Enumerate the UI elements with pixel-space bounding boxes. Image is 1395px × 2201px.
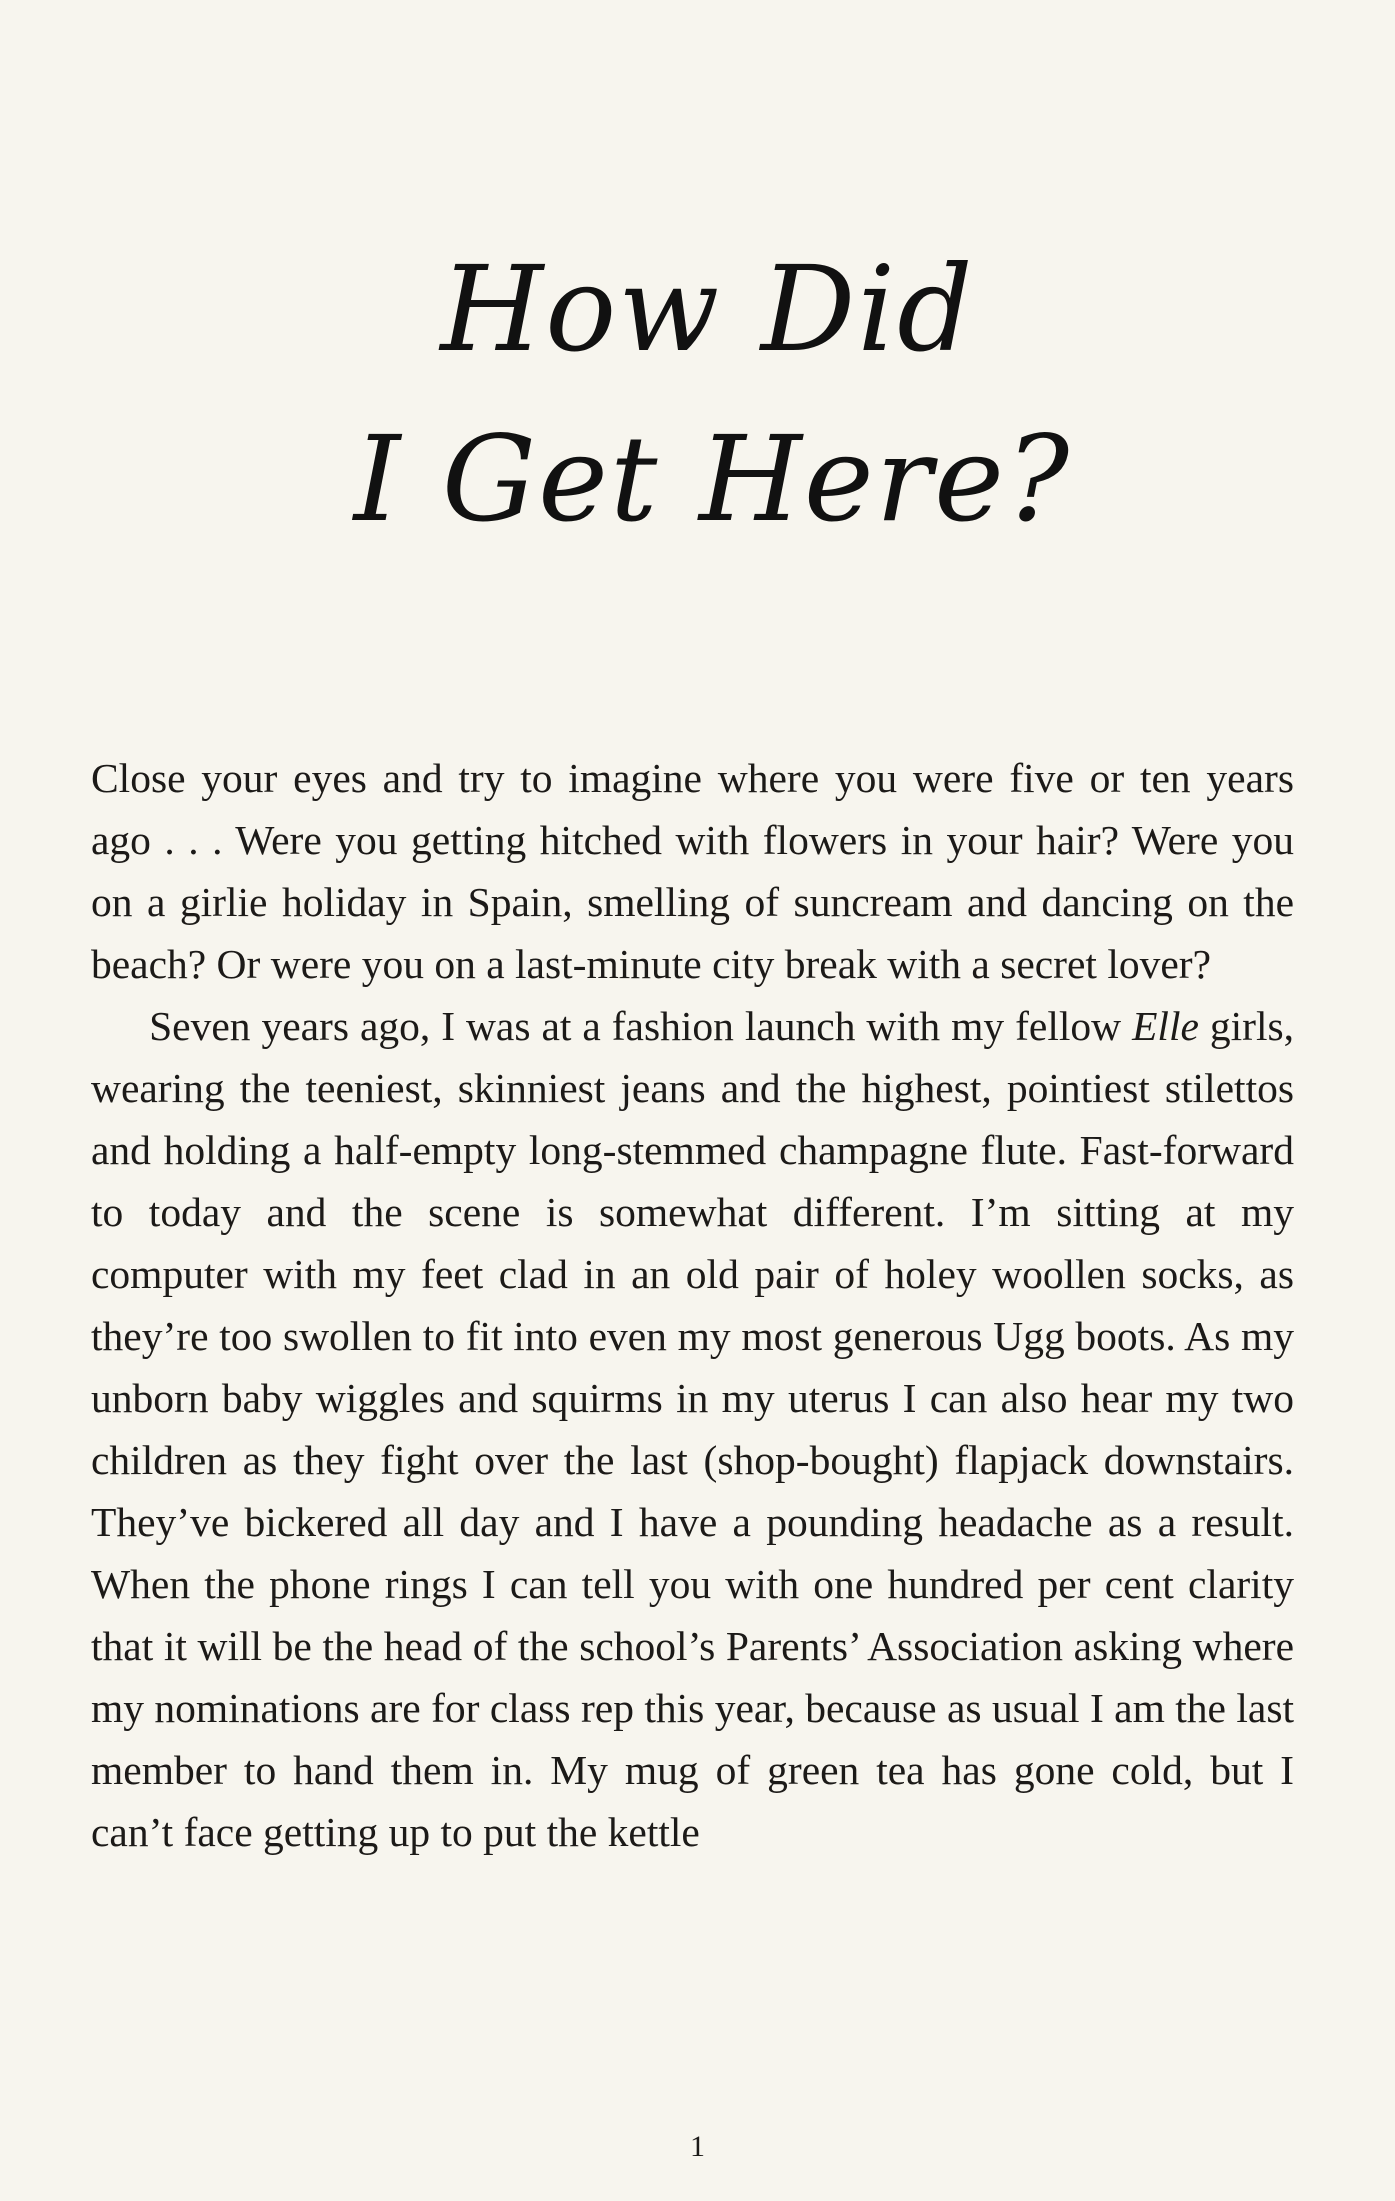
page-number: 1 [690, 2130, 705, 2163]
chapter-body [91, 747, 1294, 1863]
magazine-name: Elle [1132, 1003, 1199, 1049]
chapter-title-line-1: How Did [440, 240, 975, 378]
chapter-title-line-2: I Get Here? [353, 410, 1072, 548]
paragraph-2-rest: girls, wearing the teeniest, skinniest jeans and the highest, pointiest stilettos and holding a half-empty long-stemmed champagne flute. Fast-forward to today and the scene is somewhat different. I’m sitting at my computer with my feet clad in an old pair of holey woollen socks, as they’re too swollen to fit into even my most generous Ugg boots. As my unborn baby wiggles and squirms in my uterus I can also hear my two children as they fight over the last (shop-bought) flapjack downstairs. They’ve bickered all day and I have a pounding headache as a result. When the phone rings I can tell you with one hundred per cent clarity that it will be the head of the school’s Parents’ Association asking where my nominations are for class rep this year, because as usual I am the last member to hand them in. My mug of green tea has gone cold, but I can’t face getting up to put the kettle [91, 1003, 1295, 1855]
paragraph-2-lead: Seven years ago, I was at a fashion launch with my fellow [149, 1003, 1122, 1049]
paragraph-2 [91, 995, 1294, 1863]
paragraph-1: Close your eyes and try to imagine where you were five or ten years ago . . . Were you getting hitched with flowers in your hair? Were you on a girlie holiday in Spain, smelling of suncream and dancing on the beach? Or were you on a last-minute city break with a secret lover? [91, 755, 1294, 987]
